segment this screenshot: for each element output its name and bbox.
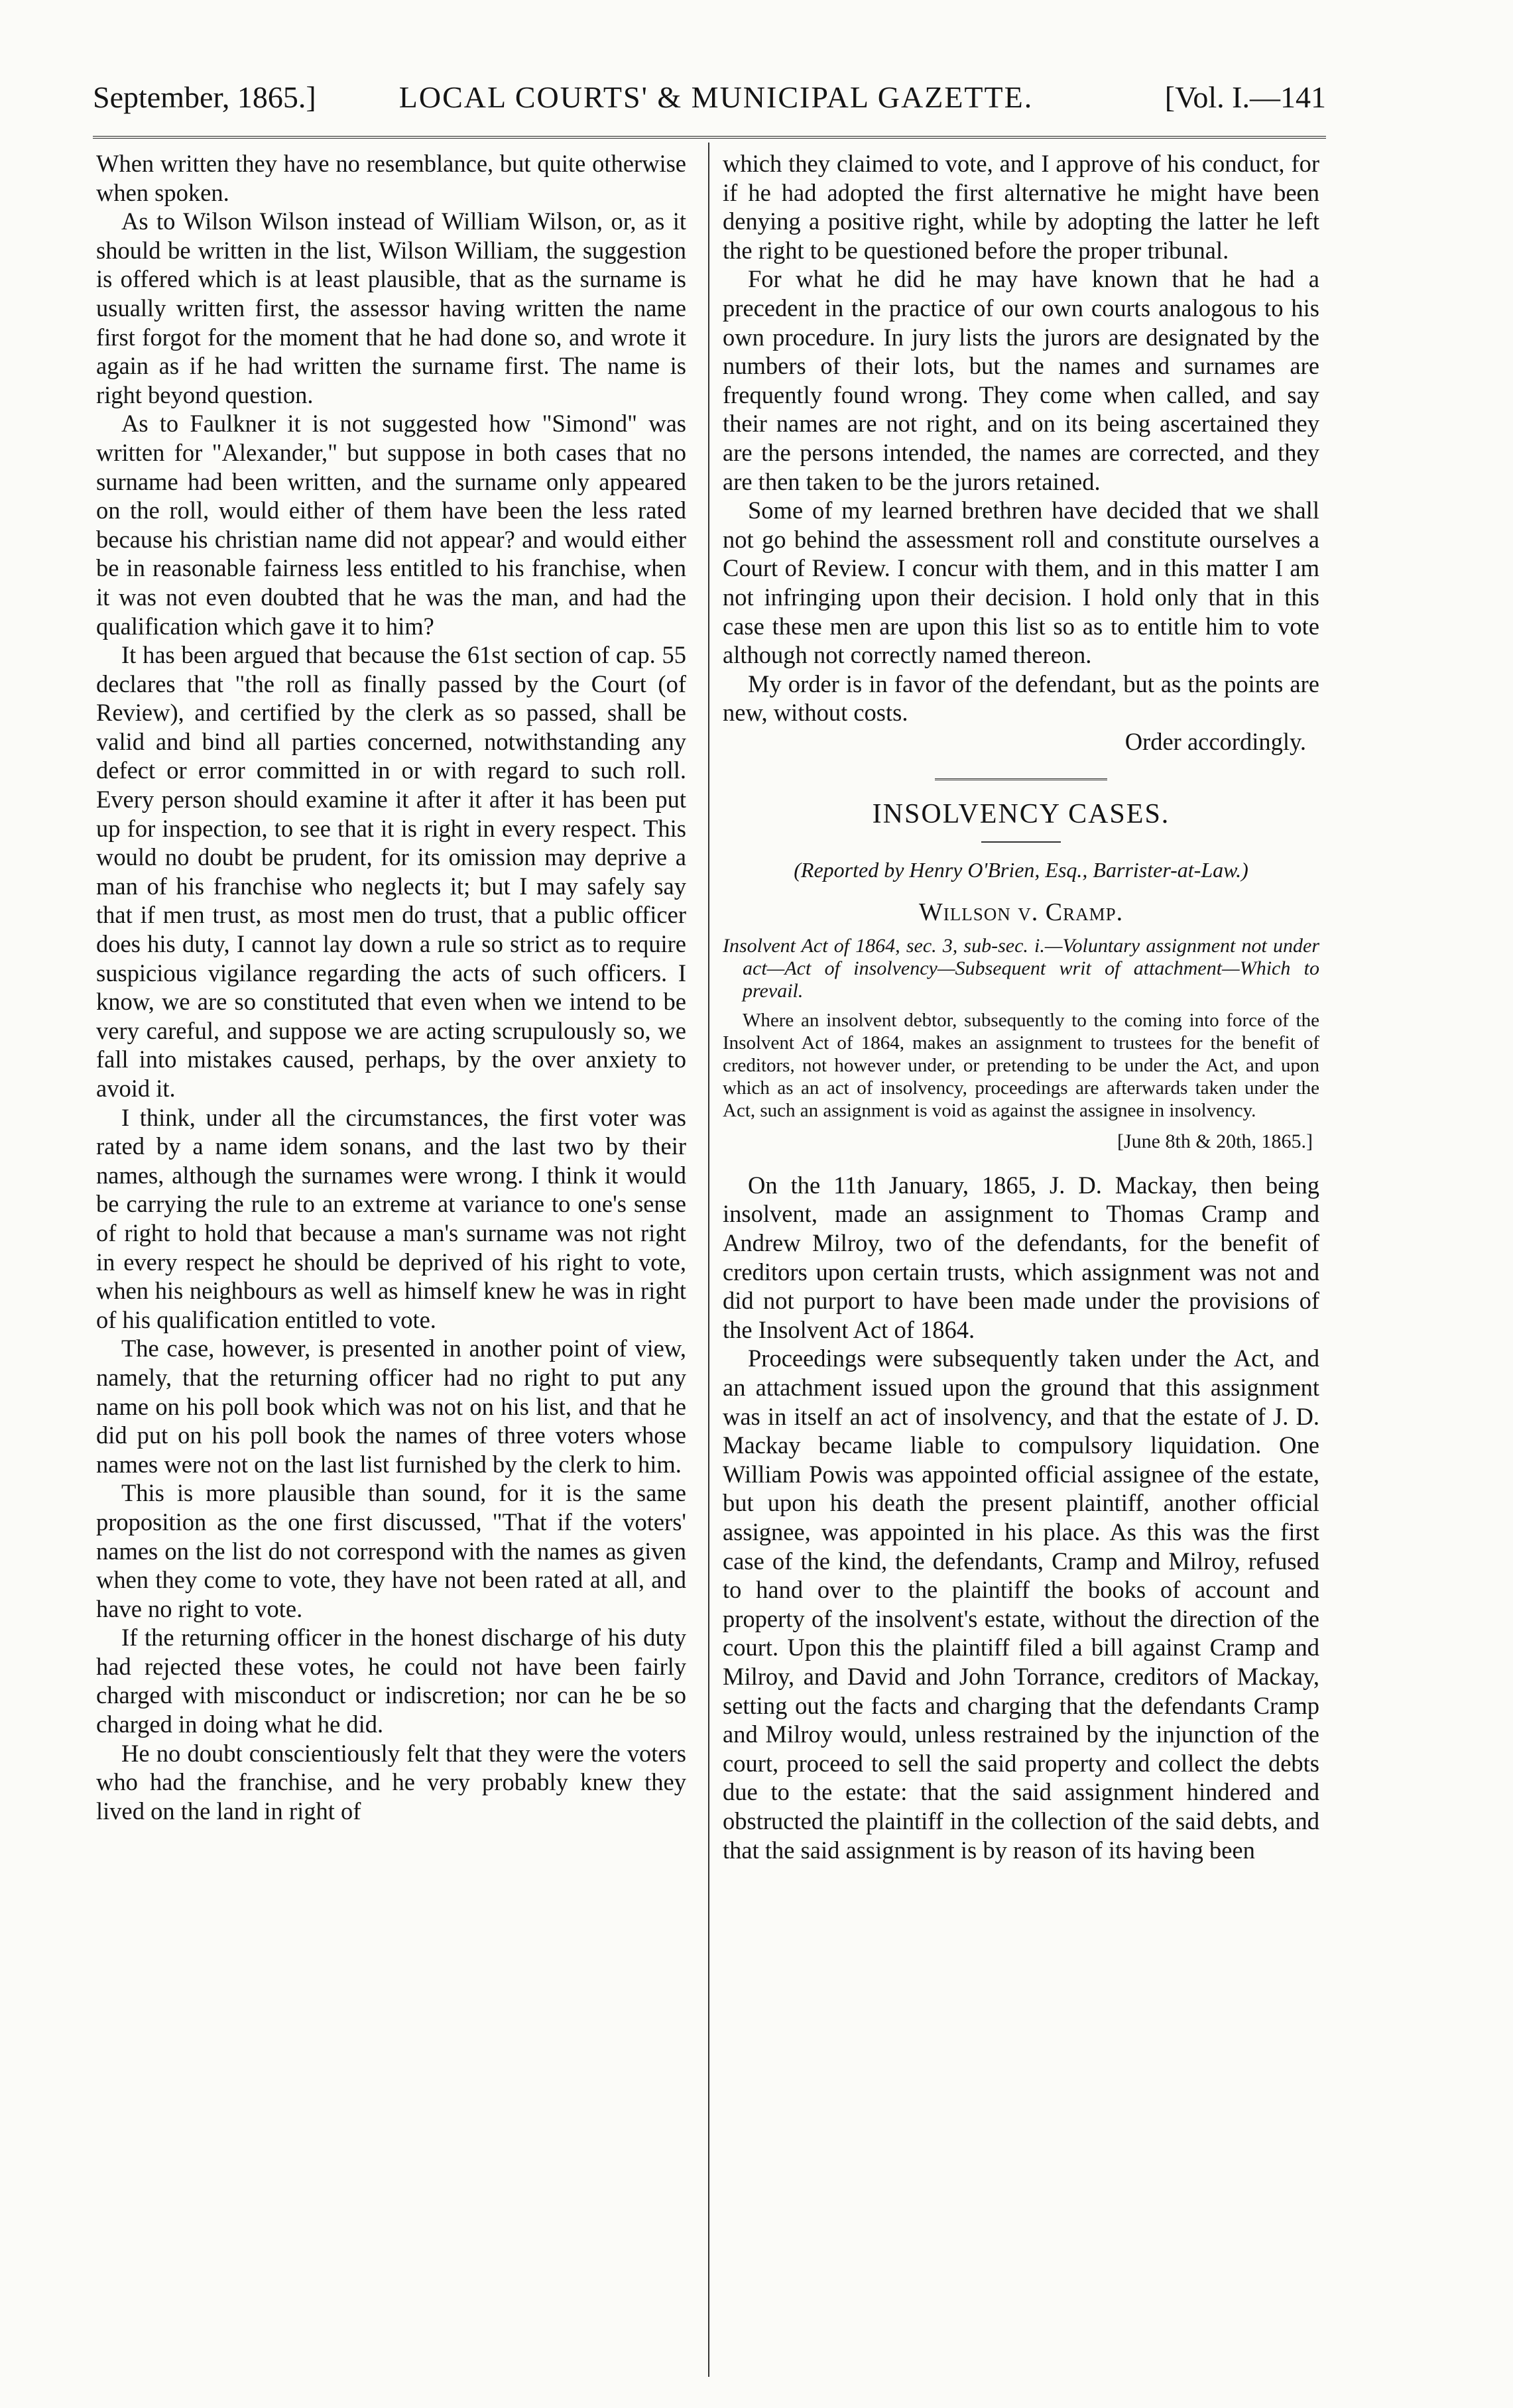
right-column xyxy=(723,149,1319,2377)
paragraph: Some of my learned brethren have decided that we shall not go behind the assessment roll and constitute ourselves a Court of Review. I concur with them, and in this matter I am not infringing upon their decision. I hold only that in this case these men are upon this list so as to entitle him to vote although not correctly named thereon. xyxy=(723,497,1319,669)
paragraph: If the returning officer in the honest discharge of his duty had rejected these votes, he could not have been fairly charged with misconduct or indiscretion; nor can he be so charged in doing what he did. xyxy=(96,1624,686,1738)
paragraph: When written they have no resemblance, but quite otherwise when spoken. xyxy=(96,150,686,206)
paragraph: As to Faulkner it is not suggested how "Simond" was written for "Alexander," but suppose in both cases that no surname had been written, and the surname only appeared on the roll, would either of them have been the less rated because his christian name did not appear? and would either be in reasonable fairness less entitled to his franchise, when it was not even doubted that he was the man, and had the qualification which gave it to him? xyxy=(96,410,686,640)
paragraph: I think, under all the circumstances, the first voter was rated by a name idem sonans, and the last two by their names, although the surnames were wrong. I think it would be carrying the rule to an extreme at variance to one's sense of right to hold that because a man's surname was not right in every respect he should be deprived of his right to vote, when his neighbours as well as himself knew he was in right of his qualification entitled to vote. xyxy=(96,1103,686,1333)
section-separator xyxy=(935,778,1107,780)
title-rule xyxy=(981,841,1061,843)
paragraph: On the 11th January, 1865, J. D. Mackay, then being insolvent, made an assignment to Thomas Cramp and Andrew Milroy, two of the defendants, for the benefit of creditors upon certain trusts, which assignment was not and did not purport to have been made under the provisions of the Insolvent Act of 1864. xyxy=(723,1171,1319,1343)
headnote: Insolvent Act of 1864, sec. 3, sub-sec. i.—Voluntary assignment not under act—Act of insolvency—Subsequent writ of attachment—Which to prevail. xyxy=(723,935,1319,1002)
paragraph: He no doubt conscientiously felt that they were the voters who had the franchise, and he very probably knew they lived on the land in right of xyxy=(96,1739,686,1825)
paragraph: My order is in favor of the defendant, but as the points are new, without costs. xyxy=(723,670,1319,727)
reporter-line: (Reported by Henry O'Brien, Esq., Barrister-at-Law.) xyxy=(794,858,1248,882)
paragraph: The case, however, is presented in another point of view, namely, that the returning officer had no right to put any name on his poll book which was not on his list, and that he did put on his poll book the names of three voters whose names were not on the last list furnished by the clerk to him. xyxy=(96,1335,686,1478)
paragraph: This is more plausible than sound, for it is the same proposition as the one first discussed, "That if the voters' names on the list do not correspond with the names as given when they come to vote, they have not been rated at all, and have no right to vote. xyxy=(96,1479,686,1622)
header-volume: [Vol. I.—141 xyxy=(1164,80,1326,114)
paragraph: It has been argued that because the 61st section of cap. 55 declares that "the roll as finally passed by the Court (of Review), and certified by the clerk as so passed, shall be valid and bind all parties concerned, notwithstanding any defect or error committed in or with regard to such roll. Every person should examine it after it after it has been put up for inspection, to see that it is right in every respect. This would no doubt be prudent, for its omission may deprive a man of his franchise who neglects it; but I may safely say that if men trust, as most men do trust, that a public officer does his duty, I cannot lay down a rule so strict as to require suspicious vigilance regarding the acts of such officers. I know, we are so constituted that even when we intend to be very careful, and suppose we are acting scrupulously so, we fall into mistakes caused, perhaps, by the over anxiety to avoid it. xyxy=(96,641,686,1102)
header-date: September, 1865.] xyxy=(93,80,316,114)
left-column xyxy=(96,149,686,2377)
order-line: Order accordingly. xyxy=(1124,727,1306,755)
header-title: LOCAL COURTS' & MUNICIPAL GAZETTE. xyxy=(398,80,1034,114)
page-header xyxy=(93,80,1326,133)
paragraph: which they claimed to vote, and I approve of his conduct, for if he had adopted the first alternative he might have been denying a positive right, while by adopting the latter he left the right to be questioned before the proper tribunal. xyxy=(723,150,1319,264)
header-rule xyxy=(93,136,1326,139)
section-title: INSOLVENCY CASES. xyxy=(872,799,1170,830)
syllabus: Where an insolvent debtor, subsequently to the coming into force of the Insolvent Act of 1864, makes an assignment to trustees for the benefit of creditors, not however under, or pretending to be under the Act, and upon which as an act of insolvency, proceedings are afterwards taken under the Act, such an assignment is void as against the assignee in insolvency. xyxy=(723,1010,1319,1122)
column-divider xyxy=(708,143,709,2377)
paragraph: Proceedings were subsequently taken under the Act, and an attachment issued upon the ground that this assignment was in itself an act of insolvency, and that the estate of J. D. Mackay became liable to compulsory liquidation. One William Powis was appointed official assignee of the estate, but upon his death the present plaintiff, another official assignee, was appointed in his place. As this was the first case of the kind, the defendants, Cramp and Milroy, refused to hand over to the plaintiff the books of account and property of the insolvent's estate, without the direction of the court. Upon this the plaintiff filed a bill against Cramp and Milroy, and David and John Torrance, creditors of Mackay, setting out the facts and charging that the defendants Cramp and Milroy would, unless restrained by the injunction of the court, proceed to sell the said property and collect the debts due to the estate: that the said assignment hindered and obstructed the plaintiff in the collection of the said debts, and that the said assignment is by reason of its having been xyxy=(723,1345,1319,1864)
paragraph: As to Wilson Wilson instead of William Wilson, or, as it should be written in the list, Wilson William, the suggestion is offered which is at least plausible, that as the surname is usually written first, the assessor having written the name first forgot for the moment that he had done so, and wrote it again as if he had written the surname first. The name is right beyond question. xyxy=(96,208,686,408)
decision-date: [June 8th & 20th, 1865.] xyxy=(1117,1130,1313,1153)
paragraph: For what he did he may have known that he had a precedent in the practice of our own courts analogous to his own procedure. In jury lists the jurors are designated by the numbers of their lots, but the names and surnames are frequently found wrong. They come when called, and say their names are not right, and on its being ascertained they are the persons intended, the names are corrected, and they are then taken to be the jurors retained. xyxy=(723,265,1319,495)
case-caption: Willson v. Cramp. xyxy=(918,898,1124,926)
